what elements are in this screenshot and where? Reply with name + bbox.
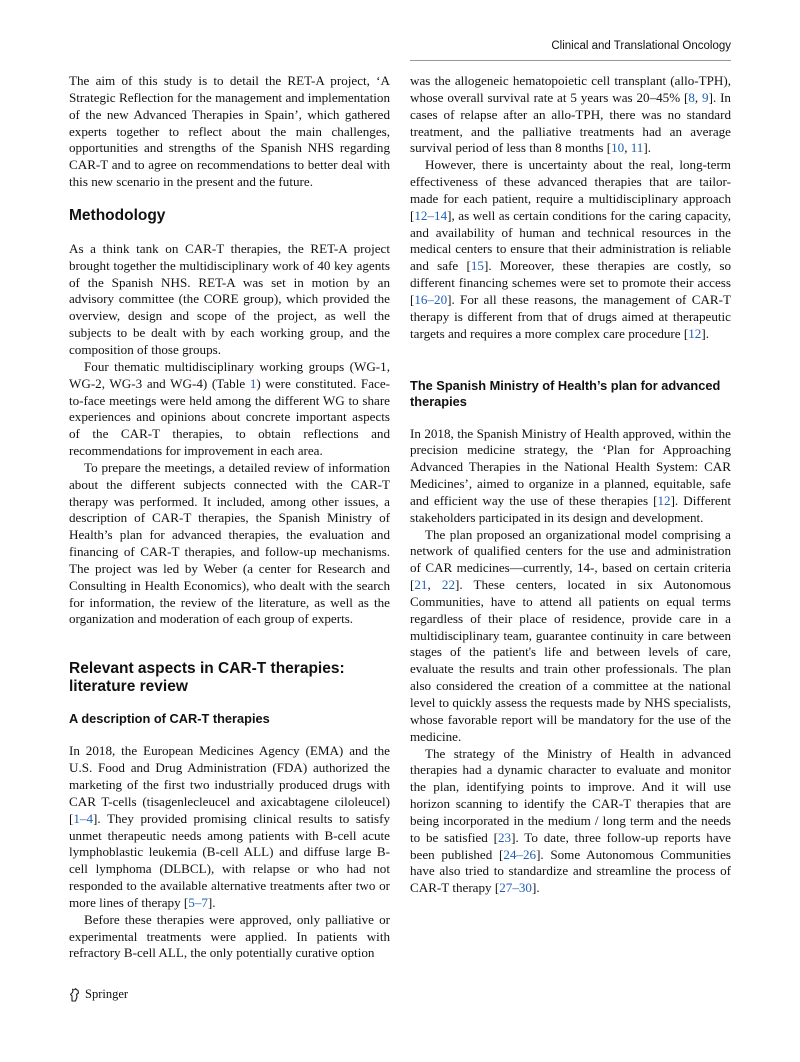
paragraph-text: ]. — [643, 140, 651, 156]
left-column — [69, 73, 390, 962]
paragraph-text: However, there is uncertainty about the real, long-term effectiveness of these advanced therapies that are tailor-made for each patient, require a multidisciplinary approach [ — [410, 157, 731, 223]
paragraph-text: The strategy of the Ministry of Health in advanced therapies had a dynamic character to evaluate and monitor the plan, identifying points to improve. And it will use horizon scanning to identify the CAR-T therapies that are being incorporated in the medium / long term and the needs to be satisfied [ — [410, 745, 731, 845]
paragraph-allo-tph — [410, 73, 731, 157]
paragraph-text: , — [427, 577, 442, 593]
table-link[interactable]: 1 — [249, 375, 257, 391]
paragraph-working-groups — [69, 359, 390, 460]
paragraph-aim — [69, 73, 390, 191]
paragraph-text: ]. — [531, 880, 540, 896]
paragraph-text: ) were constituted. Face-to-face meetings were held among the different WG to share experiences and opinions about concrete important aspects of the CAR-T therapies, to obtain reflections and recommendations for improvement in each area. — [69, 375, 390, 459]
paragraph-text: As a think tank on CAR-T therapies, the RET-A project brought together the multidisciplinary work of 40 key agents of the Spanish NHS. RET-A was set in motion by an advisory committee (the CORE group), which provided the overview, design and scope of the project, as well the subjects to be dealt with by each working group, and the composition of those groups. — [69, 240, 390, 357]
paragraph-text: ]. For all these reasons, the management of CAR-T therapy is different from that of drugs aimed at therapeutic targets and requires a more complex care procedure [ — [410, 291, 731, 341]
paragraph-text: Before these therapies were approved, only palliative or experimental treatments were applied. In patients with refractory B-cell ALL, the only potentially curative option — [69, 911, 390, 961]
citation-link[interactable]: 12 — [688, 325, 702, 341]
page-footer — [69, 987, 128, 1002]
paragraph-text: ]. Moreover, these therapies are costly, so different financing schemes were set to promote their access [ — [410, 258, 731, 307]
citation-link[interactable]: 8 — [688, 89, 695, 105]
springer-horse-icon — [69, 988, 81, 1002]
paragraph-before-approval — [69, 912, 390, 963]
heading-ministry-plan: The Spanish Ministry of Health’s plan for advanced therapies — [410, 377, 721, 409]
paragraph-text: ]. — [701, 325, 709, 341]
paragraph-text: In 2018, the European Medicines Agency (EMA) and the U.S. Food and Drug Administration (FDA) authorized the marketing of the first two industrially produced drugs with CAR T-cells (tisagenlecleucel and axicabtagene ciloleucel) [ — [69, 743, 390, 826]
publisher-name: Springer — [85, 987, 129, 1001]
paragraph-text: The aim of this study is to detail the RET-A project, ‘A Strategic Reflection for the management and implementation of the new Advanced Therapies in Spain’, which gathered experts together to reflect about the main challenges, opportunities and strengths of the Spanish NHS regarding CAR-T and to agree on recommendations to better deal with this new scenario in the present and the future. — [69, 73, 390, 190]
paragraph-organizational-model — [410, 527, 731, 746]
paragraph-text: ]. — [207, 894, 216, 910]
paragraph-text: ]. To date, three follow-up reports have been published [ — [410, 829, 731, 862]
paragraph-text: ]. Some Autonomous Communities have also tried to standardize and streamline the process of CAR-T therapy [ — [410, 846, 732, 896]
citation-link[interactable]: 16–20 — [414, 291, 448, 307]
right-column — [410, 73, 731, 897]
paragraph-text: In 2018, the Spanish Ministry of Health approved, within the precision medicine strategy, the ‘Plan for Approaching Advanced Therapies in the National Health System: CAR Medicines’, aimed to organize in a planned, equitable, safe and efficient way the use of these therapies [ — [410, 425, 731, 508]
paragraph-review — [69, 460, 390, 628]
citation-link[interactable]: 12–14 — [414, 207, 448, 223]
paragraph-ema-fda — [69, 743, 390, 911]
paragraph-text: ]. In cases of relapse after an allo-TPH, there was no standard treatment, and the palliative treatments had an average survival period of less than 8 months [ — [410, 89, 731, 156]
paragraph-plan-approved — [410, 426, 731, 527]
paragraph-text: ]. Different stakeholders participated in its design and development. — [410, 492, 732, 525]
paragraph-text: was the allogeneic hematopoietic cell transplant (allo-TPH), whose overall survival rate at 5 years was 20–45% [ — [410, 73, 731, 105]
paragraph-think-tank — [69, 241, 390, 359]
heading-relevant-aspects: Relevant aspects in CAR-T therapies: literature review — [69, 660, 345, 696]
paragraph-text: Four thematic multidisciplinary working groups (WG-1, WG-2, WG-3 and WG-4) (Table — [69, 358, 390, 391]
citation-link[interactable]: 5–7 — [188, 894, 208, 910]
citation-link[interactable]: 22 — [441, 577, 455, 593]
paragraph-text: ]. These centers, located in six Autonomous Communities, have to attend all patients on equal terms regardless of their place of residence, provide care in a multidisciplinary team, guarantee continuity in care between stages of the patient's life and between levels of care, evaluate the results and train other professionals. The plan also considered the creation of a committee at the national level to quickly assess the requests made by NHS specialists, whose favorable report will be mandatory for the use of the medicine. — [410, 577, 732, 744]
paragraph-text: ]. They provided promising clinical results to satisfy unmet therapeutic needs among patients with B-cell acute lymphoblastic leukemia (B-cell ALL) and diffuse large B-cell lymphoma (DLBCL), with relapse or who had not responded to the available alternative treatments after two or more lines of therapy [ — [69, 810, 390, 910]
journal-title: Clinical and Translational Oncology — [551, 40, 731, 52]
heading-methodology: Methodology — [69, 206, 166, 224]
paragraph-uncertainty — [410, 157, 731, 342]
citation-link[interactable]: 11 — [630, 140, 644, 156]
paragraph-text: , — [624, 140, 631, 156]
citation-link[interactable]: 1–4 — [73, 810, 94, 826]
header-rule — [410, 60, 731, 61]
citation-link[interactable]: 12 — [657, 492, 671, 508]
citation-link[interactable]: 23 — [498, 829, 512, 845]
citation-link[interactable]: 15 — [470, 258, 484, 274]
paragraph-strategy — [410, 746, 731, 898]
heading-description: A description of CAR-T therapies — [69, 711, 270, 727]
paragraph-text: To prepare the meetings, a detailed review of information about the different subjects connected with the CAR-T therapy was performed. It included, among other issues, a description of CAR-T therapies, the Spanish Ministry of Health’s plan for advanced therapies, the evaluation and financing of CAR-T therapies, and follow-up mechanisms. The project was led by Weber (a center for Research and Consulting in Health Economics), who dealt with the search for information, the review of the literature, as well as the organization and moderation of each group of experts. — [69, 459, 390, 627]
citation-link[interactable]: 9 — [702, 89, 709, 105]
citation-link[interactable]: 27–30 — [499, 880, 532, 896]
citation-link[interactable]: 24–26 — [503, 846, 537, 862]
citation-link[interactable]: 21 — [414, 577, 428, 593]
paragraph-text: The plan proposed an organizational model comprising a network of qualified centers for the use and administration of CAR medicines—currently, 14-, based on certain criteria [ — [410, 526, 731, 593]
paragraph-text: , — [694, 89, 703, 105]
paragraph-text: ], as well as certain conditions for the caring capacity, and availability of human and technical resources in the medical centers to ensure that their administration is reliable and safe [ — [410, 207, 731, 274]
citation-link[interactable]: 10 — [611, 140, 625, 156]
